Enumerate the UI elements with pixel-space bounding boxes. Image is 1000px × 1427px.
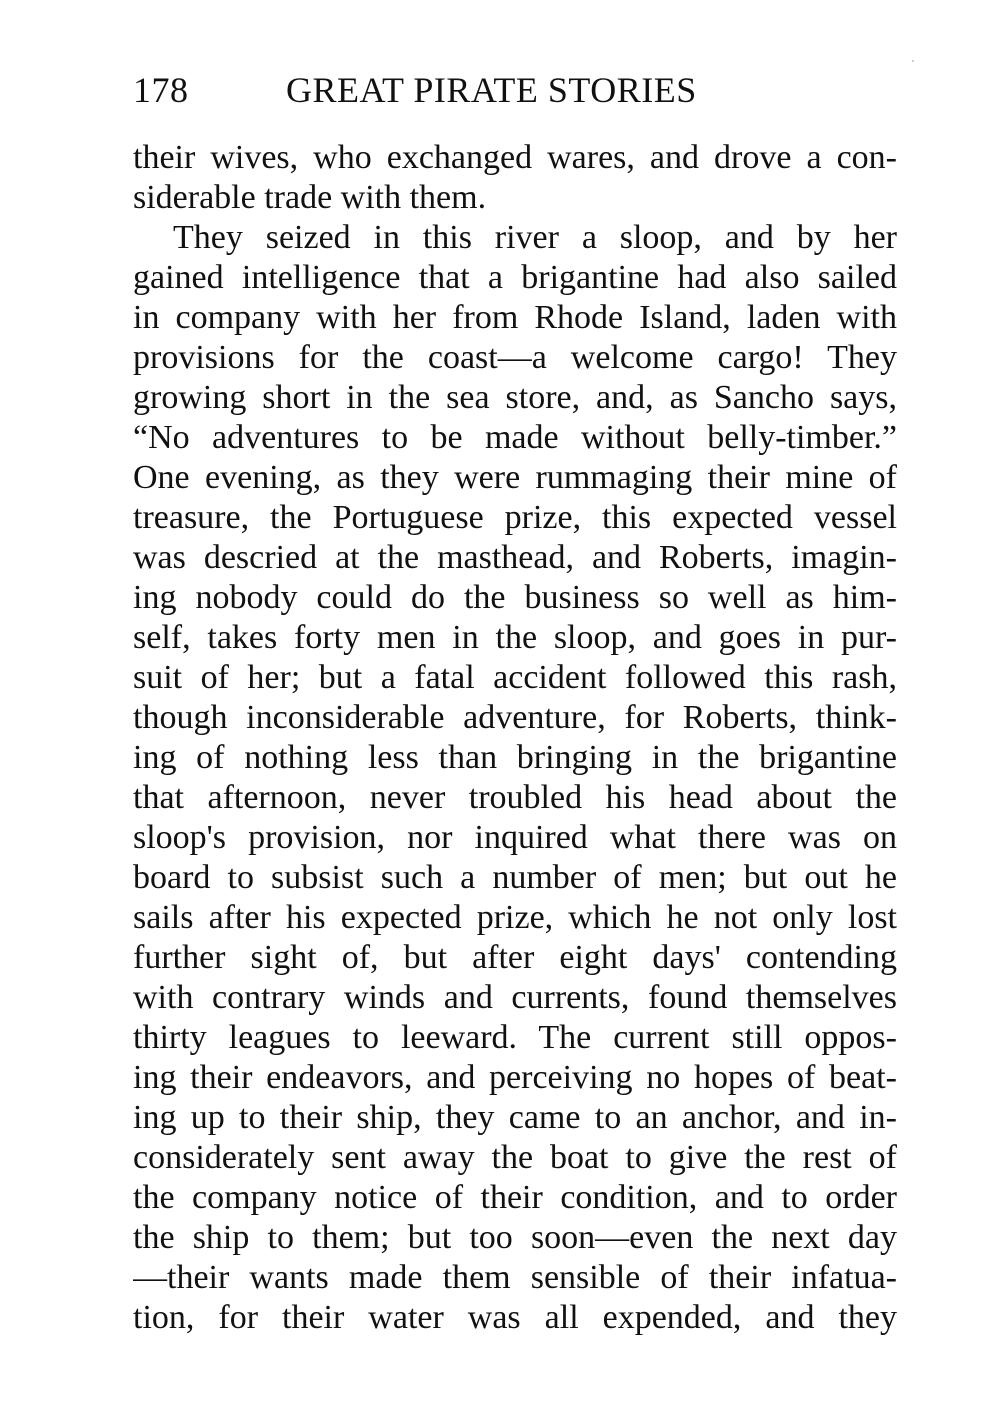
- text-line: sails after his expected prize, which he not only lost: [133, 899, 897, 936]
- text-line: with contrary winds and currents, found themselves: [133, 979, 897, 1016]
- text-line: suit of her; but a fatal accident followed this rash,: [133, 659, 897, 696]
- text-line: growing short in the sea store, and, as Sancho says,: [133, 379, 897, 416]
- text-line: sloop's provision, nor inquired what there was on: [133, 819, 897, 856]
- text-line: provisions for the coast—a welcome cargo! They: [133, 339, 897, 376]
- text-line: that afternoon, never troubled his head about the: [133, 779, 897, 816]
- text-line: gained intelligence that a brigantine had also sailed: [133, 259, 897, 296]
- paper-speck: [912, 60, 914, 62]
- paragraph-first-line: They seized in this river a sloop, and by her: [173, 219, 897, 256]
- page-number: 178: [133, 70, 189, 110]
- text-line: ing of nothing less than bringing in the brigantine: [133, 739, 897, 776]
- text-line: —their wants made them sensible of their infatua-: [133, 1259, 897, 1296]
- text-line: board to subsist such a number of men; but out he: [133, 859, 897, 896]
- text-line: tion, for their water was all expended, and they: [133, 1299, 897, 1336]
- text-line: One evening, as they were rummaging their mine of: [133, 459, 897, 496]
- page-header: [133, 68, 897, 112]
- text-line: their wives, who exchanged wares, and drove a con-: [133, 139, 897, 176]
- text-line: treasure, the Portuguese prize, this expected vessel: [133, 499, 897, 536]
- text-line: considerately sent away the boat to give the rest of: [133, 1139, 897, 1176]
- running-title: GREAT PIRATE STORIES: [286, 70, 697, 110]
- text-line: thirty leagues to leeward. The current still oppos-: [133, 1019, 897, 1056]
- text-line: ing nobody could do the business so well as him-: [133, 579, 897, 616]
- text-line: though inconsiderable adventure, for Roberts, think-: [133, 699, 897, 736]
- text-line: self, takes forty men in the sloop, and goes in pur-: [133, 619, 897, 656]
- text-line: further sight of, but after eight days' contending: [133, 939, 897, 976]
- text-line: ing their endeavors, and perceiving no hopes of beat-: [133, 1059, 897, 1096]
- text-line: ing up to their ship, they came to an anchor, and in-: [133, 1099, 897, 1136]
- text-line: siderable trade with them.: [133, 179, 487, 216]
- text-line: in company with her from Rhode Island, laden with: [133, 299, 897, 336]
- text-line: “No adventures to be made without belly-timber.”: [133, 419, 897, 456]
- text-line: the ship to them; but too soon—even the next day: [133, 1219, 897, 1256]
- text-line: the company notice of their condition, and to order: [133, 1179, 897, 1216]
- body-text: [133, 138, 897, 1338]
- text-line: was descried at the masthead, and Roberts, imagin-: [133, 539, 897, 576]
